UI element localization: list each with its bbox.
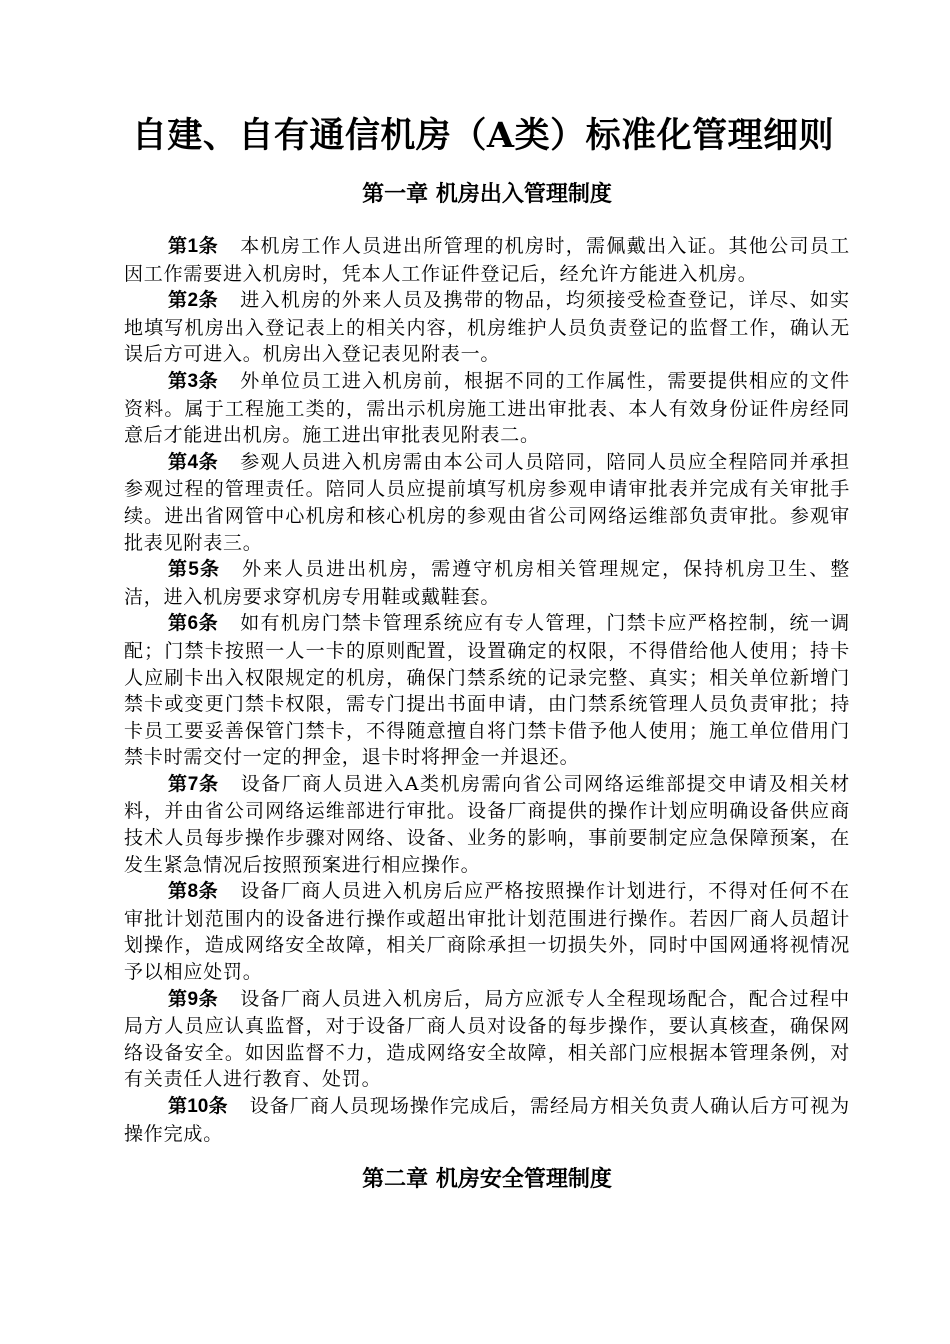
article-label: 第8条 (168, 881, 219, 903)
chapter-1 (124, 174, 850, 1147)
article-label: 第7条 (168, 773, 219, 795)
article-text: 参观人员进入机房需由本公司人员陪同，陪同人员应全程陪同并承担参观过程的管理责任。陪同人员应提前填写机房参观申请审批表并完成有关审批手续。进出省网管中心机房和核心机房的参观由省公司网络运维部负责审批。参观审批表见附表三。 (124, 450, 850, 554)
article-label: 第4条 (168, 451, 219, 473)
article-7 (124, 771, 850, 878)
article-text: 外来人员进出机房，需遵守机房相关管理规定，保持机房卫生、整洁，进入机房要求穿机房专用鞋或戴鞋套。 (124, 558, 850, 608)
article-8 (124, 878, 850, 985)
article-text: 本机房工作人员进出所管理的机房时，需佩戴出入证。其他公司员工因工作需要进入机房时，凭本人工作证件登记后，经允许方能进入机房。 (124, 235, 850, 285)
article-text: 进入机房的外来人员及携带的物品，均须接受检查登记，详尽、如实地填写机房出入登记表上的相关内容，机房维护人员负责登记的监督工作，确认无误后方可进入。机房出入登记表见附表一。 (124, 289, 850, 366)
chapter-2 (124, 1159, 850, 1199)
article-3 (124, 368, 850, 449)
article-text: 设备厂商人员进入机房后，局方应派专人全程现场配合，配合过程中局方人员应认真监督，对于设备厂商人员对设备的每步操作，要认真核查，确保网络设备安全。如因监督不力，造成网络安全故障，相关部门应根据本管理条例，对有关责任人进行教育、处罚。 (124, 987, 850, 1091)
article-5 (124, 556, 850, 610)
chapter-title: 第一章 机房出入管理制度 (362, 181, 612, 207)
article-text: 如有机房门禁卡管理系统应有专人管理，门禁卡应严格控制，统一调配；门禁卡按照一人一卡的原则配置，设置确定的权限，不得借给他人使用；持卡人应刷卡出入权限规定的机房，确保门禁系统的记录完整、真实；相关单位新增门禁卡或变更门禁卡权限，需专门提出书面申请，由门禁系统管理人员负责审批；持卡员工要妥善保管门禁卡，不得随意擅自将门禁卡借予他人使用；施工单位借用门禁卡时需交付一定的押金，退卡时将押金一并退还。 (124, 612, 850, 769)
article-label: 第10条 (168, 1096, 228, 1117)
article-label: 第1条 (168, 236, 219, 257)
article-label: 第5条 (168, 559, 221, 581)
article-10 (124, 1093, 850, 1147)
article-2 (124, 287, 850, 368)
article-label: 第6条 (168, 613, 219, 635)
article-6 (124, 610, 850, 771)
document-title: 自建、自有通信机房（A类）标准化管理细则 (131, 115, 835, 156)
chapter-title: 第二章 机房安全管理制度 (362, 1166, 612, 1193)
article-1 (124, 233, 850, 287)
article-9 (124, 986, 850, 1093)
article-label: 第3条 (168, 370, 219, 392)
article-text: 外单位员工进入机房前，根据不同的工作属性，需要提供相应的文件资料。属于工程施工类的，需出示机房施工进出审批表、本人有效身份证件房经同意后才能进出机房。施工进出审批表见附表二。 (124, 369, 850, 447)
document-page (124, 108, 850, 1218)
article-label: 第9条 (168, 988, 219, 1010)
article-text: 设备厂商人员进入机房后应严格按照操作计划进行，不得对任何不在审批计划范围内的设备进行操作或超出审批计划范围进行操作。若因厂商人员超计划操作，造成网络安全故障，相关厂商除承担一切损失外，同时中国网通将视情况予以相应处罚。 (124, 880, 850, 984)
article-text: 设备厂商人员进入A类机房需向省公司网络运维部提交申请及相关材料，并由省公司网络运维部进行审批。设备厂商提供的操作计划应明确设备供应商技术人员每步操作步骤对网络、设备、业务的影响，事前要制定应急保障预案，在发生紧急情况后按照预案进行相应操作。 (124, 772, 850, 876)
article-4 (124, 449, 850, 556)
article-text: 设备厂商人员现场操作完成后，需经局方相关负责人确认后方可视为操作完成。 (124, 1095, 850, 1145)
article-label: 第2条 (168, 290, 219, 312)
